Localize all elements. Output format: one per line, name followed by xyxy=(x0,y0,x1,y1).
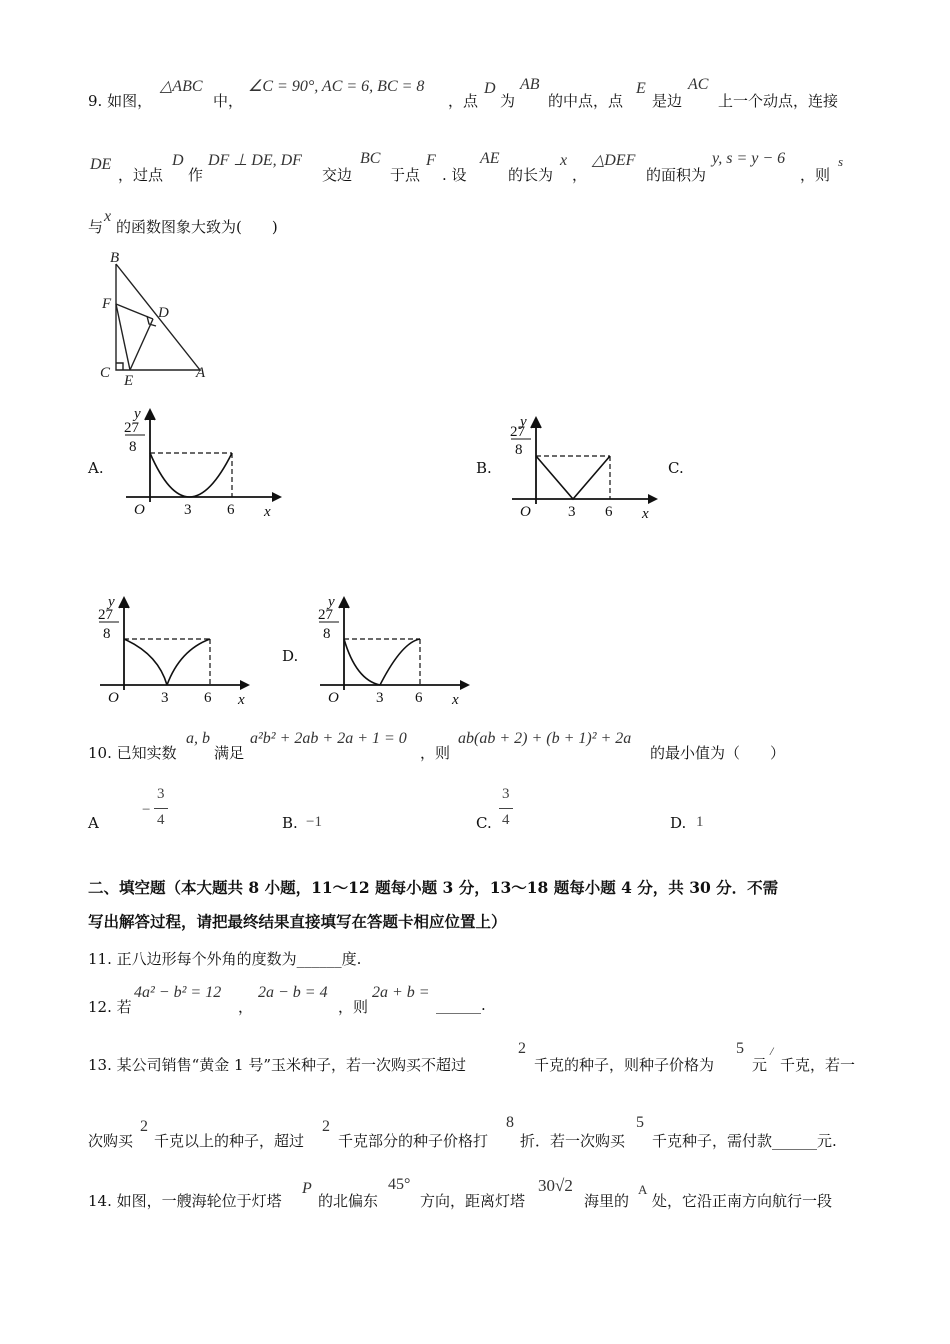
q10-a-den: 4 xyxy=(157,812,165,828)
q9-condition: ∠C = 90°, AC = 6, BC = 8 xyxy=(248,78,425,95)
frac-den: 8 xyxy=(103,626,111,642)
section-2-heading-line2: 写出解答过程，请把最终结果直接填写在答题卡相应位置上） xyxy=(88,912,507,931)
label-c: C xyxy=(100,365,111,381)
graph-option-d xyxy=(308,592,478,708)
q9-option-c-label: C. xyxy=(668,459,684,477)
q13-text: 千克种子，需付款______元. xyxy=(652,1132,837,1150)
label-f: F xyxy=(102,296,112,312)
axis-x-label: x xyxy=(238,692,245,708)
q9-text: ，点 xyxy=(448,92,479,110)
q9-text: ， xyxy=(572,166,588,184)
q13-text: 次购买 xyxy=(88,1132,134,1150)
label-b: B xyxy=(110,250,120,266)
tick-6: 6 xyxy=(415,690,423,706)
fraction-bar xyxy=(499,808,513,809)
q9-math: E xyxy=(636,80,646,97)
q9-text: 为 xyxy=(500,92,516,110)
tick-6: 6 xyxy=(204,690,212,706)
q12-math: 2a − b = 4 xyxy=(258,984,328,1001)
q9-math: D xyxy=(172,152,184,169)
q14-text: 的北偏东 xyxy=(318,1192,379,1210)
axis-y-label: y xyxy=(108,594,115,610)
q9-text: 上一个动点，连接 xyxy=(718,92,839,110)
q12-text: ，则 xyxy=(338,998,369,1016)
q12-answer-blank: ______. xyxy=(436,996,486,1014)
q13-math: 5 xyxy=(636,1114,644,1131)
q9-math: △DEF xyxy=(592,152,636,169)
q14-text: 14. 如图，一艘海轮位于灯塔 xyxy=(88,1192,282,1210)
q14-text: 处，它沿正南方向航行一段 xyxy=(652,1192,833,1210)
axis-y-label: y xyxy=(520,414,527,430)
q10-c-den: 4 xyxy=(502,812,510,828)
q10-math: a, b xyxy=(186,730,210,747)
origin-label: O xyxy=(520,504,531,520)
q9-text: 的长为 xyxy=(508,166,554,184)
q10-math: a²b² + 2ab + 2a + 1 = 0 xyxy=(250,730,407,747)
q13-math: 2 xyxy=(518,1040,526,1057)
frac-den: 8 xyxy=(323,626,331,642)
frac-num: 27 xyxy=(510,424,525,440)
q9-math: AB xyxy=(520,76,540,93)
q13-text: 折．若一次购买 xyxy=(520,1132,626,1150)
q13-math: / xyxy=(770,1044,774,1058)
graph-option-a xyxy=(114,404,284,520)
q10-option-c: C. xyxy=(476,814,492,832)
q9-text: 交边 xyxy=(322,166,353,184)
q13-math: 8 xyxy=(506,1114,514,1131)
triangle-figure xyxy=(96,246,216,386)
q9-text: 中， xyxy=(213,92,244,110)
q10-math: ab(ab + 2) + (b + 1)² + 2a xyxy=(458,730,632,747)
q10-option-d: D. xyxy=(670,814,687,832)
tick-3: 3 xyxy=(376,690,384,706)
axis-x-label: x xyxy=(452,692,459,708)
q14-text: 海里的 xyxy=(584,1192,630,1210)
graph-option-b xyxy=(500,412,670,522)
axis-x-label: x xyxy=(264,504,271,520)
label-a: A xyxy=(196,365,206,381)
question-11: 11. 正八边形每个外角的度数为______度. xyxy=(88,950,362,968)
tick-3: 3 xyxy=(568,504,576,520)
q10-option-a: A xyxy=(88,814,99,832)
q14-text: 方向，距离灯塔 xyxy=(420,1192,526,1210)
tick-3: 3 xyxy=(184,502,192,518)
q9-option-d-label: D. xyxy=(282,647,299,665)
q10-d-value: 1 xyxy=(696,814,704,830)
q13-text: 元 xyxy=(752,1056,768,1074)
q12-number: 12. 若 xyxy=(88,998,132,1016)
q10-b-value: −1 xyxy=(306,814,322,830)
q13-text: 千克部分的种子价格打 xyxy=(338,1132,489,1150)
q10-a-sign: − xyxy=(142,802,151,818)
q9-text: 的函数图象大致为( ) xyxy=(116,218,278,236)
frac-num: 27 xyxy=(98,607,113,623)
label-d: D xyxy=(158,305,169,321)
q9-math: x xyxy=(560,152,568,169)
graph-option-c xyxy=(88,592,258,708)
q10-text: 的最小值为（ ） xyxy=(650,744,786,762)
origin-label: O xyxy=(108,690,119,706)
q14-math: P xyxy=(302,1180,312,1197)
q9-text: 的面积为 xyxy=(646,166,707,184)
axis-x-label: x xyxy=(642,506,649,522)
q9-math: AC xyxy=(688,76,709,93)
label-e: E xyxy=(124,373,134,386)
q12-math: 2a + b = xyxy=(372,984,430,1001)
axis-y-label: y xyxy=(328,594,335,610)
origin-label: O xyxy=(134,502,145,518)
q10-option-b: B. xyxy=(282,814,298,832)
frac-num: 27 xyxy=(124,420,139,436)
q9-text: 是边 xyxy=(652,92,683,110)
q13-math: 2 xyxy=(140,1118,148,1135)
q14-math: 45° xyxy=(388,1176,411,1193)
q9-triangle-abc: △ABC xyxy=(160,78,203,95)
axis-y-label: y xyxy=(134,406,141,422)
q10-text: ，则 xyxy=(420,744,451,762)
q10-a-num: 3 xyxy=(157,786,165,802)
q9-text: ，则 xyxy=(800,166,831,184)
frac-den: 8 xyxy=(515,442,523,458)
q9-math: x xyxy=(104,208,112,225)
q13-text: 千克以上的种子，超过 xyxy=(154,1132,305,1150)
tick-3: 3 xyxy=(161,690,169,706)
q9-option-b-label: B. xyxy=(476,459,492,477)
q9-math: s xyxy=(838,154,844,169)
q12-math: 4a² − b² = 12 xyxy=(134,984,222,1001)
q13-math: 5 xyxy=(736,1040,744,1057)
q9-text: 作 xyxy=(188,166,204,184)
q9-text: 于点 xyxy=(390,166,421,184)
q9-math: AE xyxy=(480,150,500,167)
tick-6: 6 xyxy=(605,504,613,520)
q14-math: A xyxy=(638,1182,648,1197)
q13-text: 13. 某公司销售“黄金 1 号”玉米种子，若一次购买不超过 xyxy=(88,1056,467,1074)
q9-math: DE xyxy=(90,156,112,173)
q13-text: 千克的种子，则种子价格为 xyxy=(534,1056,715,1074)
q13-math: 2 xyxy=(322,1118,330,1135)
q9-math: DF ⊥ DE, DF xyxy=(208,152,302,169)
q9-math: F xyxy=(426,152,436,169)
q9-text: ，过点 xyxy=(118,166,164,184)
q9-number: 9. 如图， xyxy=(88,92,153,110)
q9-math: y, s = y − 6 xyxy=(712,150,786,167)
tick-6: 6 xyxy=(227,502,235,518)
q10-text: 满足 xyxy=(214,744,245,762)
q12-text: ， xyxy=(238,998,254,1016)
q9-option-a-label: A. xyxy=(88,459,104,477)
section-2-heading-line1: 二、填空题（本大题共 8 小题，11～12 题每小题 3 分，13～18 题每小题 4 分，共 30 分．不需 xyxy=(88,878,779,897)
q13-text: 千克，若一 xyxy=(780,1056,856,1074)
q10-number: 10. 已知实数 xyxy=(88,744,177,762)
q9-math: D xyxy=(484,80,496,97)
q10-c-num: 3 xyxy=(502,786,510,802)
q14-math: 30√2 xyxy=(538,1176,573,1195)
frac-den: 8 xyxy=(129,439,137,455)
frac-num: 27 xyxy=(318,607,333,623)
fraction-bar xyxy=(154,808,168,809)
q9-text: . 设 xyxy=(442,166,467,184)
origin-label: O xyxy=(328,690,339,706)
q9-text: 的中点，点 xyxy=(548,92,624,110)
q9-text: 与 xyxy=(88,218,104,236)
q9-math: BC xyxy=(360,150,381,167)
